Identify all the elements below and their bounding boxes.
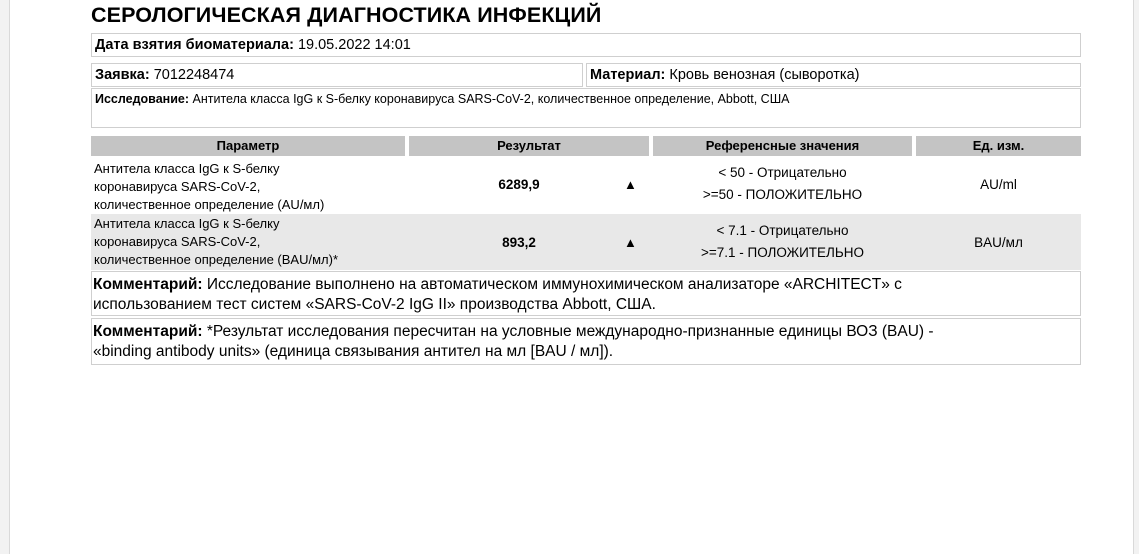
parameter-cell	[94, 160, 394, 214]
reference-line: < 50 - Отрицательно	[718, 165, 847, 180]
reference-cell	[653, 220, 912, 264]
study-field	[91, 88, 1081, 128]
order-label: Заявка:	[95, 67, 150, 83]
table-row	[91, 159, 1081, 213]
comment-label: Комментарий:	[93, 276, 203, 293]
unit-value: AU/ml	[980, 177, 1017, 192]
column-header-result: Результат	[409, 136, 649, 156]
parameter-line: Антитела класса IgG к S-белку	[94, 216, 280, 231]
material-field	[586, 63, 1081, 87]
material-label: Материал:	[590, 67, 666, 83]
unit-value: BAU/мл	[974, 235, 1023, 250]
comment-text: *Результат исследования пересчитан на условные международно-признанные единицы ВОЗ (BAU) -	[202, 323, 934, 340]
comment-label: Комментарий:	[93, 323, 203, 340]
study-value: Антитела класса IgG к S-белку коронавируса SARS-CoV-2, количественное определение, Abbott, США	[192, 92, 790, 106]
sample-date-value: 19.05.2022 14:01	[297, 37, 411, 53]
result-value: 6289,9	[498, 177, 540, 192]
sample-date-label: Дата взятия биоматериала:	[95, 37, 294, 53]
column-header-parameter: Параметр	[91, 136, 405, 156]
reference-line: < 7.1 - Отрицательно	[716, 223, 849, 238]
result-value: 893,2	[502, 235, 536, 250]
sample-date-field	[91, 33, 1081, 57]
high-flag-icon: ▲	[624, 235, 637, 250]
comment-text: «binding antibody units» (единица связывания антител на мл [BAU / мл]).	[93, 343, 614, 360]
comment-text: Исследование выполнено на автоматическом иммунохимическом анализаторе «ARCHITECT» с	[202, 276, 902, 293]
parameter-line: количественное определение (AU/мл)	[94, 197, 325, 212]
comment-block	[91, 318, 1081, 365]
order-field	[91, 63, 583, 87]
viewer-left-edge	[0, 0, 10, 554]
reference-line: >=7.1 - ПОЛОЖИТЕЛЬНО	[700, 245, 865, 260]
comment-block	[91, 271, 1081, 316]
material-value: Кровь венозная (сыворотка)	[669, 67, 860, 83]
column-header-reference: Референсные значения	[653, 136, 912, 156]
parameter-line: коронавируса SARS-CoV-2,	[94, 179, 261, 194]
viewer-right-edge	[1133, 0, 1139, 554]
column-header-unit: Ед. изм.	[916, 136, 1081, 156]
study-label: Исследование:	[95, 92, 190, 106]
parameter-cell	[94, 215, 394, 269]
parameter-line: коронавируса SARS-CoV-2,	[94, 234, 261, 249]
comment-text: использованием тест систем «SARS-CoV-2 IgG II» производства Abbott, США.	[93, 296, 656, 313]
table-row	[91, 214, 1081, 270]
parameter-line: количественное определение (BAU/мл)*	[94, 252, 339, 267]
high-flag-icon: ▲	[624, 177, 637, 192]
order-value: 7012248474	[153, 67, 235, 83]
reference-line: >=50 - ПОЛОЖИТЕЛЬНО	[702, 187, 863, 202]
parameter-line: Антитела класса IgG к S-белку	[94, 161, 280, 176]
document-title: СЕРОЛОГИЧЕСКАЯ ДИАГНОСТИКА ИНФЕКЦИЙ	[91, 3, 602, 27]
reference-cell	[653, 162, 912, 206]
